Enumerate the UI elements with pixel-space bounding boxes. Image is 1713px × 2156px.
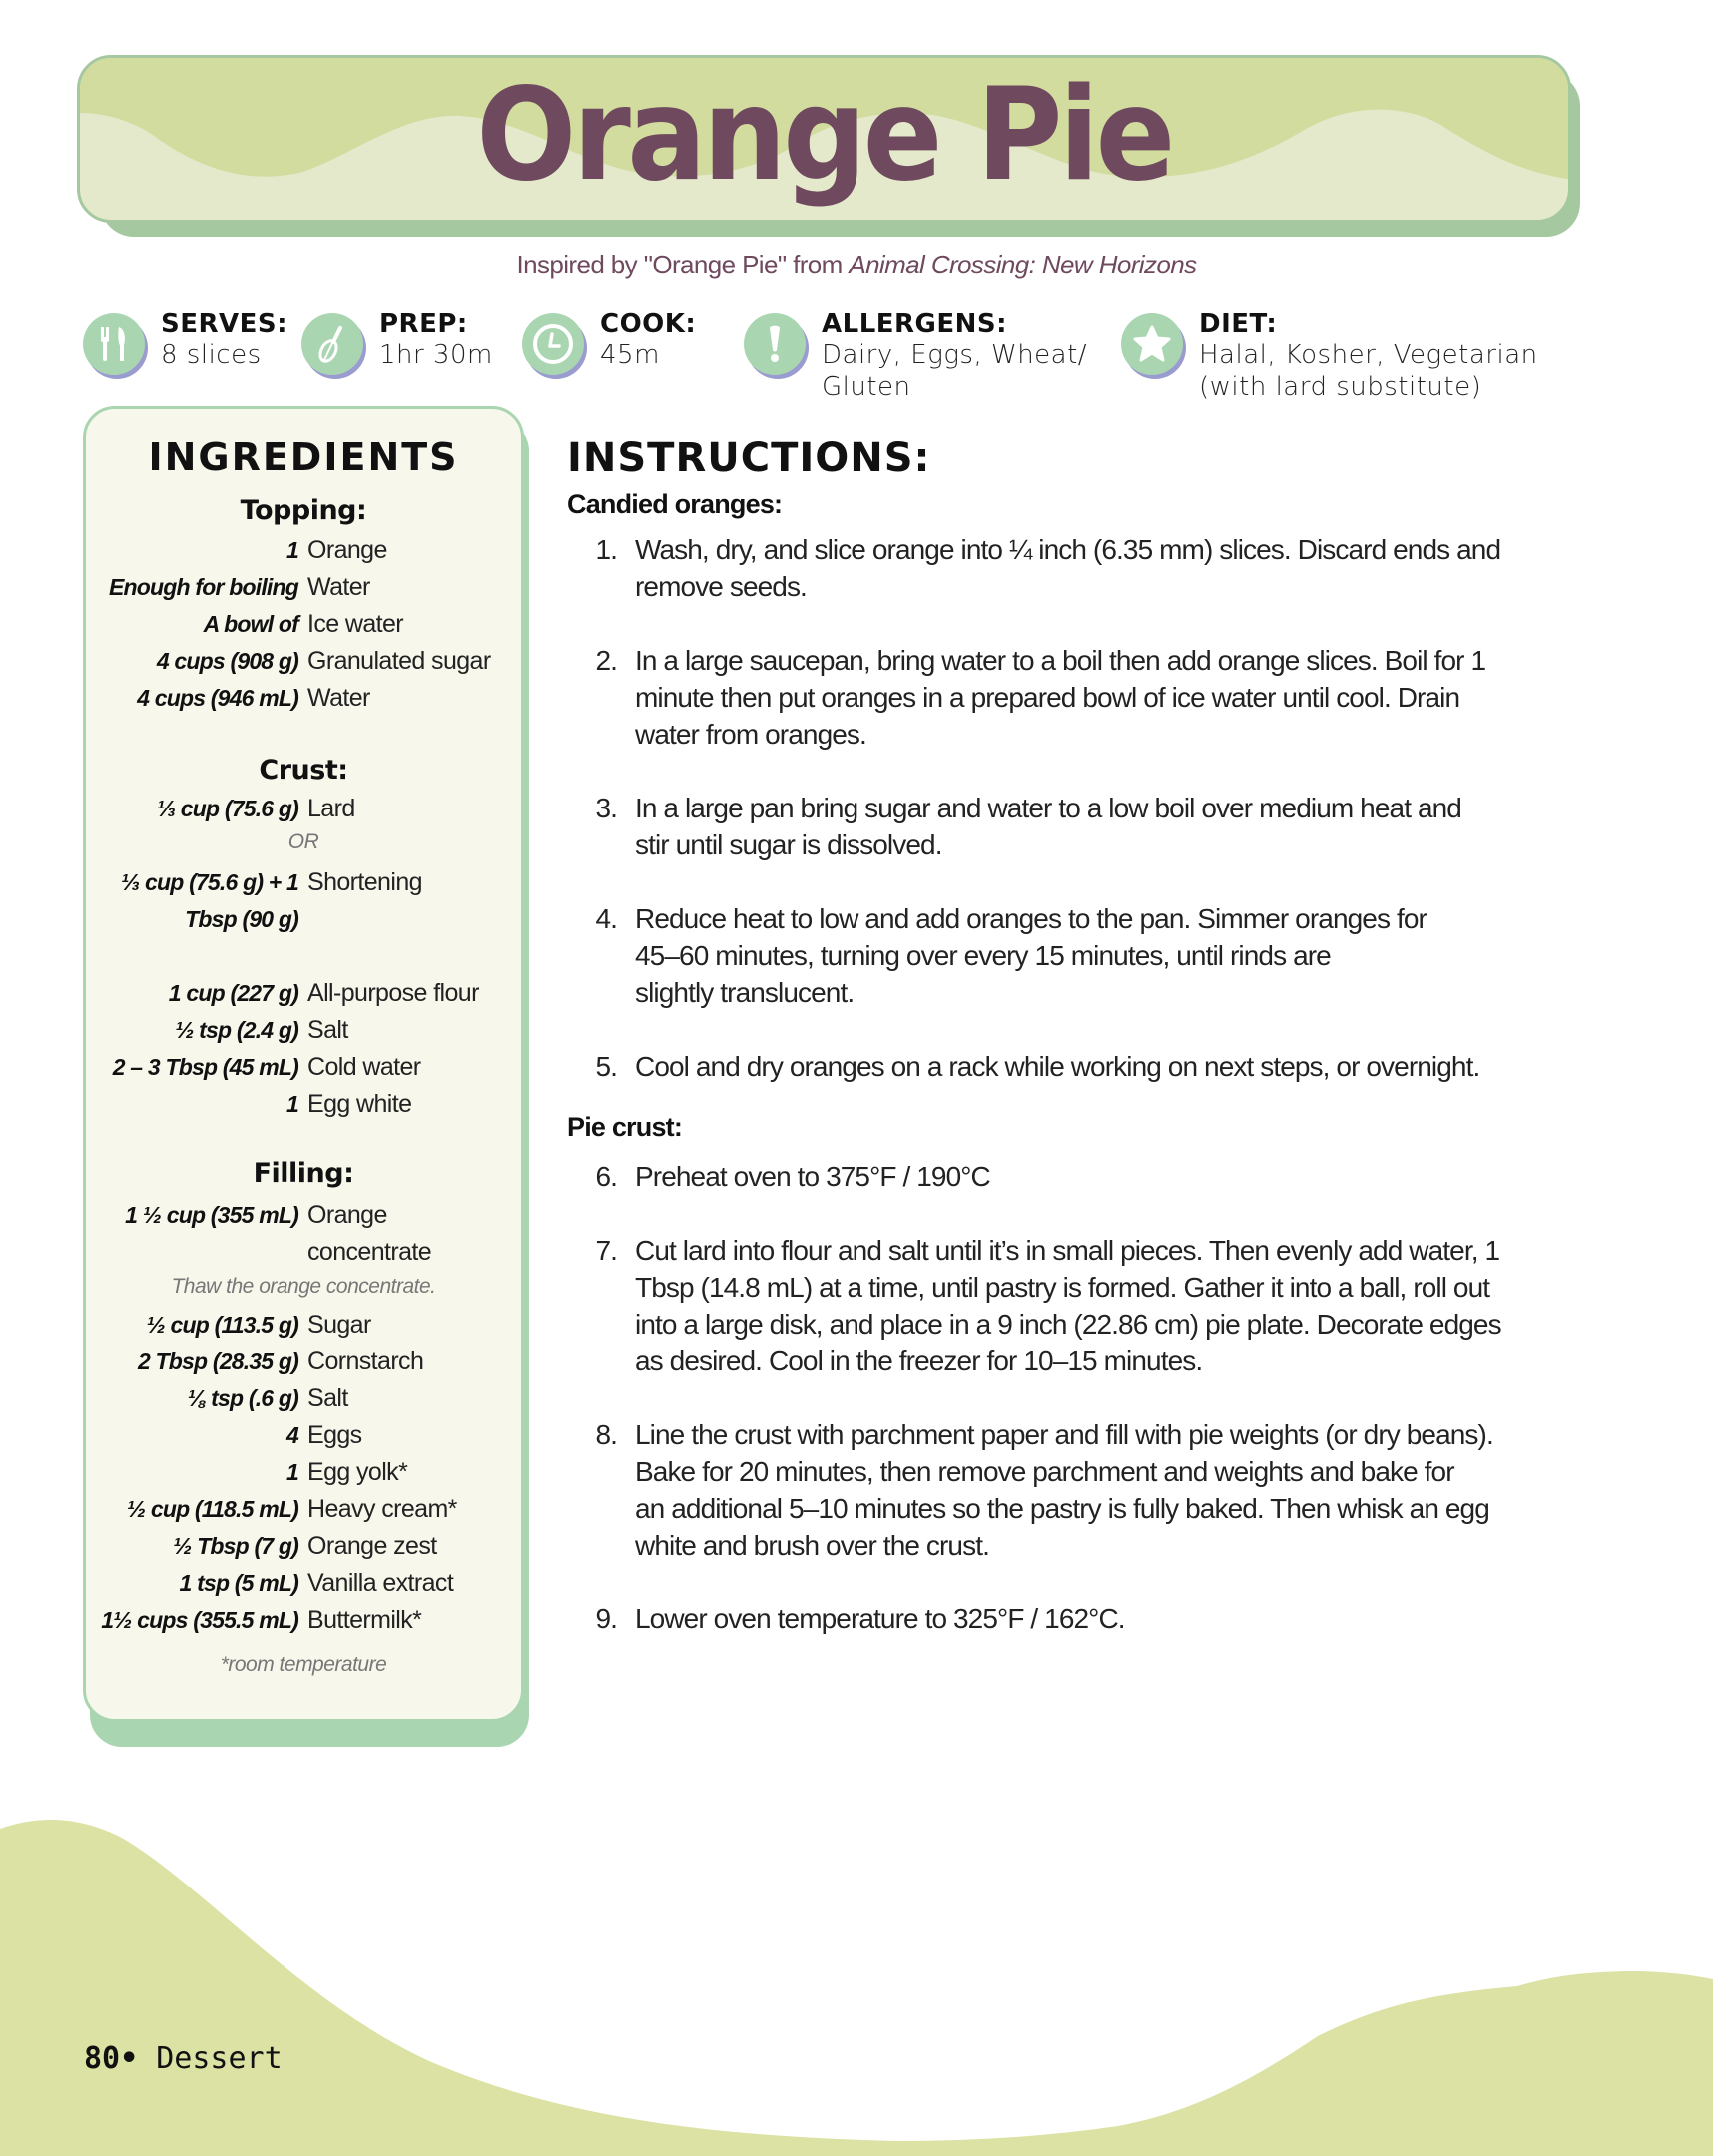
- step-line: Cool and dry oranges on a rack while working on next steps, or overnight.: [635, 1051, 1480, 1082]
- prep-label: PREP:: [379, 309, 468, 339]
- step-line: white and brush over the crust.: [635, 1530, 989, 1561]
- ingredient-name: Water: [307, 573, 370, 601]
- page-footer: [84, 2041, 283, 2076]
- ingredient-name: Vanilla extract: [307, 1569, 454, 1597]
- ingredient-qty: ½ Tbsp (7 g): [173, 1533, 298, 1559]
- step-number: 4.: [595, 903, 617, 934]
- ingredient-qty: ⅓ cup (75.6 g): [156, 796, 298, 821]
- ingredient-qty: Enough for boiling: [109, 574, 298, 600]
- prep-value: 1hr 30m: [379, 340, 493, 370]
- ingredient-name: Lard: [307, 795, 355, 822]
- info-diet: [1121, 309, 1538, 403]
- ingredient-name: Salt: [307, 1016, 348, 1044]
- step-line: as desired. Cool in the freezer for 10–15 minutes.: [635, 1346, 1203, 1376]
- ingredient-qty: 1: [286, 1459, 298, 1485]
- ingredient-name: Eggs: [307, 1421, 362, 1449]
- step-number: 5.: [595, 1051, 617, 1082]
- filling-title: Filling:: [253, 1158, 354, 1189]
- step-line: an additional 5–10 minutes so the pastry is fully baked. Then whisk an egg: [635, 1493, 1489, 1524]
- step-text: [635, 790, 1593, 863]
- ingredient-name: Water: [307, 684, 370, 712]
- ingredient-qty: 1 tsp (5 mL): [179, 1570, 298, 1596]
- section-name: Dessert: [156, 2041, 283, 2076]
- allergens-value-line2: Gluten: [822, 372, 911, 402]
- allergens-label: ALLERGENS:: [822, 309, 1008, 339]
- step-line: minute then put oranges in a prepared bowl of ice water until cool. Drain: [635, 682, 1460, 713]
- ingredient-qty: 2 – 3 Tbsp (45 mL): [112, 1054, 298, 1080]
- exclamation-icon: [744, 313, 806, 375]
- step-line: stir until sugar is dissolved.: [635, 829, 942, 860]
- info-cook: [522, 309, 696, 375]
- ingredient-qty: ⅓ cup (75.6 g) + 1: [121, 869, 298, 895]
- ingredient-qty: 4 cups (946 mL): [137, 685, 298, 711]
- ingredient-qty: 1½ cups (355.5 mL): [101, 1607, 298, 1633]
- step-line: 45–60 minutes, turning over every 15 minutes, until rinds are: [635, 940, 1331, 971]
- ingredient-name: Buttermilk*: [307, 1606, 422, 1634]
- step-number: 7.: [595, 1235, 617, 1266]
- ingredient-qty: 2 Tbsp (28.35 g): [137, 1348, 298, 1374]
- info-allergens: [744, 309, 1087, 403]
- serves-label: SERVES:: [161, 309, 288, 339]
- step-line: In a large pan bring sugar and water to a low boil over medium heat and: [635, 793, 1461, 823]
- ingredient-name: Egg white: [307, 1090, 412, 1118]
- cook-value: 45m: [600, 340, 660, 370]
- instructions-title: INSTRUCTIONS:: [567, 435, 931, 481]
- ingredient-qty: 1 ½ cup (355 mL): [125, 1202, 298, 1228]
- utensils-icon: [83, 313, 145, 375]
- ingredient-qty: ⅛ tsp (.6 g): [187, 1385, 298, 1411]
- room-temperature-footnote: *room temperature: [220, 1653, 387, 1676]
- step-number: 9.: [595, 1603, 617, 1634]
- ingredient-name: Granulated sugar: [307, 647, 491, 675]
- step-line: Lower oven temperature to 325°F / 162°C.: [635, 1603, 1125, 1634]
- step-line: Tbsp (14.8 mL) at a time, until pastry is formed. Gather it into a ball, roll out: [635, 1272, 1490, 1303]
- step-line: Cut lard into flour and salt until it’s in small pieces. Then evenly add water, 1: [635, 1235, 1500, 1266]
- ingredient-name: Orange: [307, 536, 387, 564]
- footer-separator: •: [120, 2041, 139, 2076]
- info-prep: [301, 309, 493, 375]
- title-banner: [77, 55, 1571, 223]
- step-line: Line the crust with parchment paper and fill with pie weights (or dry beans).: [635, 1419, 1493, 1450]
- allergens-value-line1: Dairy, Eggs, Wheat/: [822, 340, 1088, 370]
- step-line: Wash, dry, and slice orange into ¼ inch (6.35 mm) slices. Discard ends and: [635, 534, 1501, 565]
- ingredient-qty: 4: [286, 1422, 298, 1448]
- ingredient-name: Sugar: [307, 1311, 371, 1339]
- ingredient-name: Heavy cream*: [307, 1495, 457, 1523]
- section-title-candied-oranges: Candied oranges:: [567, 489, 783, 519]
- step-line: water from oranges.: [635, 719, 866, 750]
- section-title-pie-crust: Pie crust:: [567, 1112, 683, 1142]
- step-text: [635, 531, 1593, 605]
- step-line: Bake for 20 minutes, then remove parchment and weights and bake for: [635, 1456, 1454, 1487]
- ingredient-qty: 1: [286, 1091, 298, 1117]
- thaw-note: Thaw the orange concentrate.: [171, 1275, 436, 1298]
- step-number: 1.: [595, 534, 617, 565]
- cook-label: COOK:: [600, 309, 697, 339]
- ingredient-qty: ½ cup (118.5 mL): [126, 1496, 298, 1522]
- ingredient-qty: ½ tsp (2.4 g): [175, 1017, 298, 1043]
- crust-title: Crust:: [259, 755, 348, 786]
- ingredient-name: Orange zest: [307, 1532, 437, 1560]
- step-number: 6.: [595, 1161, 617, 1192]
- step-line: In a large saucepan, bring water to a boil then add orange slices. Boil for 1: [635, 645, 1486, 676]
- ingredient-name: Cornstarch: [307, 1348, 424, 1375]
- diet-value-line2: (with lard substitute): [1199, 372, 1482, 402]
- ingredient-name: All-purpose flour: [307, 979, 479, 1007]
- diet-value-line1: Halal, Kosher, Vegetarian: [1199, 340, 1538, 370]
- ingredient-qty: A bowl of: [203, 611, 298, 637]
- whisk-icon: [301, 313, 363, 375]
- ingredient-qty-line2: Tbsp (90 g): [185, 906, 298, 932]
- or-label: OR: [287, 830, 319, 853]
- ingredient-name: Cold water: [307, 1053, 421, 1081]
- star-icon: [1121, 313, 1183, 375]
- serves-value: 8 slices: [161, 340, 262, 370]
- step-text: [635, 1416, 1593, 1564]
- step-number: 2.: [595, 645, 617, 676]
- ingredient-qty: 1 cup (227 g): [168, 980, 298, 1006]
- step-line: into a large disk, and place in a 9 inch (22.86 cm) pie plate. Decorate edges: [635, 1309, 1501, 1340]
- clock-icon: [522, 313, 584, 375]
- step-text: [635, 1048, 1593, 1085]
- recipe-subtitle: [0, 250, 1713, 280]
- ingredient-name: Salt: [307, 1384, 348, 1412]
- diet-label: DIET:: [1199, 309, 1278, 339]
- step-line: remove seeds.: [635, 571, 807, 602]
- step-number: 8.: [595, 1419, 617, 1450]
- step-line: Preheat oven to 375°F / 190°C: [635, 1161, 990, 1192]
- subtitle-source: Animal Crossing: New Horizons: [849, 250, 1197, 279]
- ingredient-name: Egg yolk*: [307, 1458, 408, 1486]
- step-text: [635, 1600, 1593, 1637]
- recipe-title: Orange Pie: [476, 61, 1172, 210]
- ingredient-name: Orange: [307, 1201, 387, 1229]
- ingredient-qty: 4 cups (908 g): [156, 648, 298, 674]
- subtitle-prefix: Inspired by "Orange Pie" from: [516, 250, 850, 279]
- step-number: 3.: [595, 793, 617, 823]
- ingredient-name-line2: concentrate: [307, 1238, 432, 1266]
- step-line: slightly translucent.: [635, 977, 855, 1008]
- page-number: 80: [84, 2041, 121, 2076]
- bottom-wave-shape: [0, 1820, 1713, 2156]
- step-text: [635, 642, 1593, 753]
- step-text: [635, 1232, 1593, 1379]
- ingredient-qty: ½ cup (113.5 g): [146, 1312, 298, 1338]
- ingredient-name: Ice water: [307, 610, 404, 638]
- ingredient-qty: 1: [286, 537, 298, 563]
- ingredients-title: INGREDIENTS: [148, 435, 459, 479]
- step-line: Reduce heat to low and add oranges to the pan. Simmer oranges for: [635, 903, 1427, 934]
- topping-title: Topping:: [240, 495, 367, 526]
- step-text: [635, 1158, 1593, 1195]
- ingredient-name: Shortening: [307, 868, 422, 896]
- info-serves: [83, 309, 287, 375]
- step-text: [635, 900, 1593, 1011]
